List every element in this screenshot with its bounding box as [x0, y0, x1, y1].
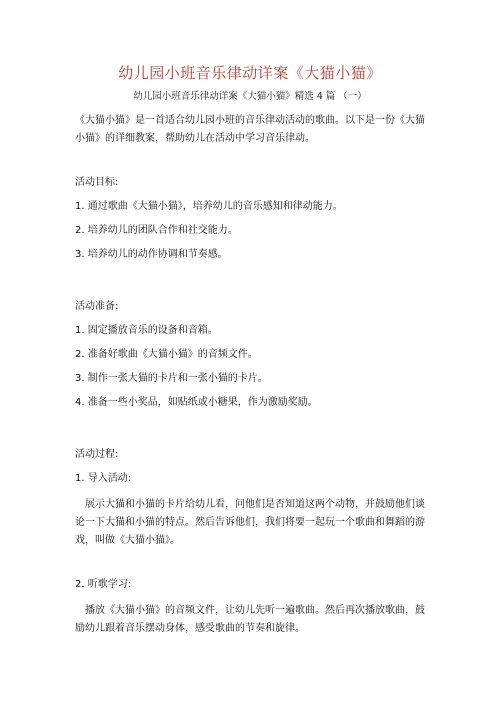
step1-title: 1. 导入活动:	[75, 473, 132, 484]
step1-paragraph: 展示大猫和小猫的卡片给幼儿看，问他们是否知道这两个动物，并鼓励他们谈论一下大猫和小猫的特点。然后告诉他们，我们将要一起玩一个歌曲和舞蹈的游戏，叫做《大猫小猫》。	[75, 499, 425, 546]
prep-heading: 活动准备:	[75, 301, 119, 312]
goal-item: 2. 培养幼儿的团队合作和社交能力。	[75, 225, 238, 236]
document-body	[75, 112, 427, 638]
intro-paragraph: 《大猫小猫》是一首适合幼儿园小班的音乐律动活动的歌曲。以下是一份《大猫小猫》的详细教案，帮助幼儿在活动中学习音乐律动。	[75, 115, 425, 144]
prep-item: 2. 准备好歌曲《大猫小猫》的音频文件。	[75, 349, 258, 360]
goals-heading: 活动目标:	[75, 177, 119, 188]
process-heading: 活动过程:	[75, 449, 119, 460]
prep-item: 4. 准备一些小奖品，如贴纸或小糖果，作为激励奖励。	[75, 397, 318, 408]
document-title: 幼儿园小班音乐律动详案《大猫小猫》	[118, 64, 382, 82]
prep-item: 1. 固定播放音乐的设备和音箱。	[75, 325, 218, 336]
document-subtitle: 幼儿园小班音乐律动详案《大猫小猫》精选 4 篇 （一）	[133, 91, 367, 102]
goal-item: 1. 通过歌曲《大猫小猫》，培养幼儿的音乐感知和律动能力。	[75, 201, 343, 212]
goal-item: 3. 培养幼儿的动作协调和节奏感。	[75, 249, 228, 260]
step2-title: 2. 听歌学习:	[75, 579, 132, 590]
step2-paragraph: 播放《大猫小猫》的音频文件，让幼儿先听一遍歌曲。然后再次播放歌曲，鼓励幼儿跟着音乐摆动身体，感受歌曲的节奏和旋律。	[75, 605, 425, 634]
prep-item: 3. 制作一张大猫的卡片和一张小猫的卡片。	[75, 373, 268, 384]
